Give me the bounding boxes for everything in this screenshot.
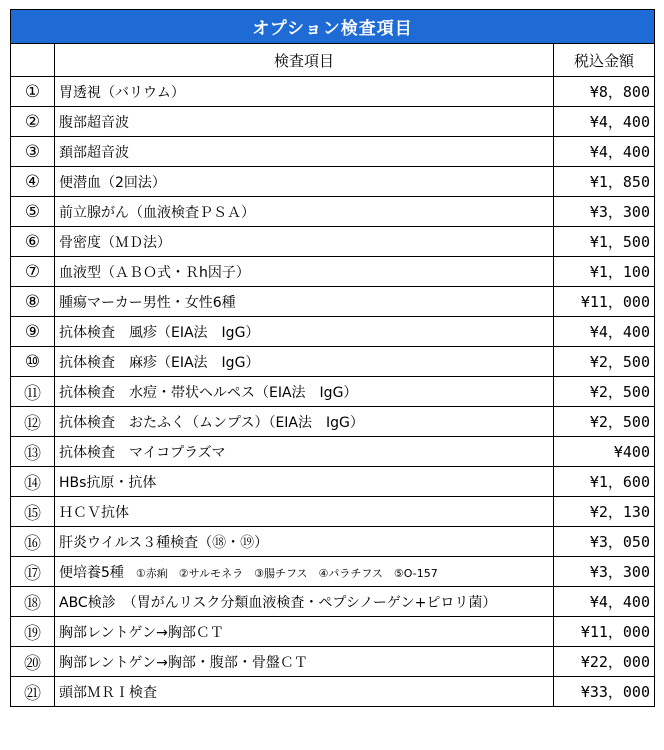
item-price: ¥33，000 <box>554 677 655 707</box>
item-name-cell <box>55 347 554 377</box>
table-row <box>11 347 655 377</box>
table-row <box>11 317 655 347</box>
item-number: ⑩ <box>11 347 55 377</box>
item-price: ¥8，800 <box>554 77 655 107</box>
item-number: ⑲ <box>11 617 55 647</box>
item-name: 抗体検査 水痘・帯状ヘルペス（EIA法 IgG） <box>59 384 358 401</box>
item-name-cell <box>55 137 554 167</box>
item-price: ¥2，130 <box>554 497 655 527</box>
item-price: ¥400 <box>554 437 655 467</box>
item-name-cell <box>55 197 554 227</box>
item-number: ⑬ <box>11 437 55 467</box>
item-name: 腹部超音波 <box>59 114 129 131</box>
item-price: ¥22，000 <box>554 647 655 677</box>
item-number: ④ <box>11 167 55 197</box>
item-name-cell <box>55 77 554 107</box>
header-number <box>11 44 55 77</box>
item-number: ㉑ <box>11 677 55 707</box>
item-price: ¥1，500 <box>554 227 655 257</box>
item-number: ③ <box>11 137 55 167</box>
header-price: 税込金額 <box>554 44 655 77</box>
item-price: ¥1，850 <box>554 167 655 197</box>
item-price: ¥4，400 <box>554 107 655 137</box>
item-name: 胸部レントゲン→胸部ＣＴ <box>59 624 224 641</box>
table-row <box>11 77 655 107</box>
table-row <box>11 227 655 257</box>
table-row <box>11 617 655 647</box>
item-name-cell <box>55 587 554 617</box>
item-name: 便潜血（2回法） <box>59 174 166 191</box>
item-name-detail: ①赤痢 ②サルモネラ ③腸チフス ④パラチフス ⑤O-157 <box>135 566 438 580</box>
option-exam-table-container <box>10 9 655 707</box>
table-row <box>11 437 655 467</box>
item-number: ⑦ <box>11 257 55 287</box>
table-row <box>11 557 655 587</box>
item-number: ⑳ <box>11 647 55 677</box>
item-number: ⑨ <box>11 317 55 347</box>
item-number: ⑧ <box>11 287 55 317</box>
item-name: 骨密度（ＭＤ法） <box>59 234 171 251</box>
item-name: 抗体検査 麻疹（EIA法 IgG） <box>59 354 260 371</box>
item-number: ⑰ <box>11 557 55 587</box>
table-row <box>11 467 655 497</box>
item-name: HBs抗原・抗体 <box>59 474 157 491</box>
item-name-cell <box>55 107 554 137</box>
table-body <box>11 77 655 707</box>
item-name: 前立腺がん（血液検査ＰＳＡ） <box>59 204 255 221</box>
item-name: 胸部レントゲン→胸部・腹部・骨盤ＣＴ <box>59 654 308 671</box>
table-row <box>11 677 655 707</box>
item-number: ⑭ <box>11 467 55 497</box>
item-number: ⑮ <box>11 497 55 527</box>
table-row <box>11 107 655 137</box>
item-name-cell <box>55 647 554 677</box>
item-name-cell <box>55 227 554 257</box>
item-name: ＨＣＶ抗体 <box>59 504 129 521</box>
item-price: ¥2，500 <box>554 377 655 407</box>
item-name-cell <box>55 617 554 647</box>
item-price: ¥4，400 <box>554 317 655 347</box>
table-row <box>11 497 655 527</box>
item-number: ⑥ <box>11 227 55 257</box>
item-name-cell <box>55 677 554 707</box>
item-name-cell <box>55 377 554 407</box>
item-price: ¥1，600 <box>554 467 655 497</box>
item-name-cell <box>55 497 554 527</box>
item-name-cell <box>55 527 554 557</box>
item-name: 便培養5種 <box>59 564 124 581</box>
item-price: ¥3，050 <box>554 527 655 557</box>
item-price: ¥3，300 <box>554 557 655 587</box>
item-name-cell <box>55 437 554 467</box>
item-name: 血液型（ＡＢＯ式・Ｒh因子） <box>59 264 250 281</box>
item-price: ¥4，400 <box>554 137 655 167</box>
table-title: オプション検査項目 <box>11 10 655 44</box>
item-number: ⑪ <box>11 377 55 407</box>
table-row <box>11 137 655 167</box>
table-title-row <box>11 10 655 44</box>
item-price: ¥3，300 <box>554 197 655 227</box>
table-row <box>11 407 655 437</box>
table-row <box>11 377 655 407</box>
item-name-cell <box>55 287 554 317</box>
table-row <box>11 587 655 617</box>
item-number: ⑱ <box>11 587 55 617</box>
item-name: 抗体検査 おたふく（ムンプス）（EIA法 IgG） <box>59 414 364 431</box>
item-name: 肝炎ウイルス３種検査（⑱・⑲） <box>59 534 269 551</box>
item-name-cell <box>55 167 554 197</box>
item-name: 抗体検査 風疹（EIA法 IgG） <box>59 324 260 341</box>
item-number: ① <box>11 77 55 107</box>
item-price: ¥11，000 <box>554 617 655 647</box>
item-price: ¥2，500 <box>554 407 655 437</box>
item-price: ¥11，000 <box>554 287 655 317</box>
option-exam-table <box>10 9 655 707</box>
item-name-cell <box>55 317 554 347</box>
item-price: ¥1，100 <box>554 257 655 287</box>
table-row <box>11 527 655 557</box>
header-item: 検査項目 <box>55 44 554 77</box>
item-name-cell <box>55 407 554 437</box>
item-name: 抗体検査 マイコプラズマ <box>59 444 226 461</box>
item-name-cell <box>55 257 554 287</box>
item-name: 腫瘍マーカー男性・女性6種 <box>59 294 236 311</box>
table-row <box>11 647 655 677</box>
item-number: ⑫ <box>11 407 55 437</box>
item-name: 頭部ＭＲＩ検査 <box>59 684 157 701</box>
item-price: ¥4，400 <box>554 587 655 617</box>
item-number: ② <box>11 107 55 137</box>
item-price: ¥2，500 <box>554 347 655 377</box>
item-number: ⑤ <box>11 197 55 227</box>
item-name: 胃透視（バリウム） <box>59 84 185 101</box>
item-name-cell <box>55 467 554 497</box>
table-row <box>11 167 655 197</box>
item-name: 頚部超音波 <box>59 144 129 161</box>
table-header-row <box>11 44 655 77</box>
table-row <box>11 257 655 287</box>
table-row <box>11 287 655 317</box>
table-row <box>11 197 655 227</box>
item-name: ABC検診 （胃がんリスク分類血液検査・ペプシノーゲン+ピロリ菌） <box>59 594 497 611</box>
item-number: ⑯ <box>11 527 55 557</box>
item-name-cell <box>55 557 554 587</box>
